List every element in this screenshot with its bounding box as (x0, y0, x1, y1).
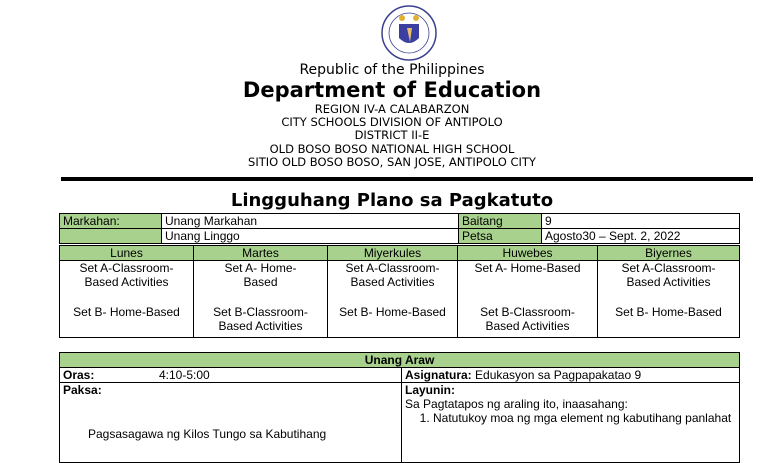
asignatura-value: Edukasyon sa Pagpapakatao 9 (475, 368, 642, 382)
day1-table (59, 352, 740, 463)
oras-label: Oras: (63, 368, 95, 382)
markahan-value: Unang Markahan (162, 214, 459, 229)
header-department: Department of Education (242, 78, 542, 102)
deped-seal-icon (376, 4, 442, 62)
header-region: REGION IV-A CALABARZON (314, 102, 470, 116)
paksa-value: Pagsasagawa ng Kilos Tungo sa Kabutihang (88, 427, 327, 441)
oras-cell (60, 368, 402, 383)
header-divider (61, 177, 753, 181)
baitang-value: 9 (542, 214, 740, 229)
layunin-cell (402, 383, 740, 463)
schedule-cell-lunes: Set A-Classroom-Based Activities Set B- Home-Based (60, 261, 194, 338)
oras-value: 4:10-5:00 (159, 368, 210, 382)
day-header-biyernes: Biyernes (598, 246, 740, 261)
schedule-cell-miyerkules: Set A-Classroom-Based Activities Set B- Home-Based (328, 261, 458, 338)
linggo-value: Unang Linggo (162, 229, 459, 244)
day-header-huwebes: Huwebes (458, 246, 598, 261)
info-table (59, 213, 740, 244)
day-header-martes: Martes (194, 246, 328, 261)
header-republic: Republic of the Philippines (299, 62, 485, 78)
asignatura-cell (402, 368, 740, 383)
petsa-value: Agosto30 – Sept. 2, 2022 (542, 229, 740, 244)
layunin-label: Layunin: (405, 383, 455, 397)
linggo-label (60, 229, 162, 244)
layunin-item: 1. Natutukoy moa ng mga element ng kabutihang panlahat (433, 411, 736, 425)
paksa-cell (60, 383, 402, 463)
baitang-label: Baitang (459, 214, 542, 229)
day-header-miyerkules: Miyerkules (328, 246, 458, 261)
header-school: OLD BOSO BOSO NATIONAL HIGH SCHOOL (269, 142, 515, 156)
layunin-intro: Sa Pagtatapos ng araling ito, inaasahang: (405, 397, 628, 411)
page-title: Lingguhang Plano sa Pagkatuto (230, 190, 554, 211)
header-address: SITIO OLD BOSO BOSO, SAN JOSE, ANTIPOLO CITY (248, 155, 536, 169)
day1-heading: Unang Araw (60, 353, 740, 368)
schedule-cell-biyernes: Set A-Classroom-Based Activities Set B- Home-Based (598, 261, 740, 338)
schedule-table (59, 245, 740, 338)
schedule-cell-martes: Set A- Home-Based Set B-Classroom-Based Activities (194, 261, 328, 338)
paksa-label: Paksa: (63, 383, 102, 397)
asignatura-label: Asignatura: (405, 368, 472, 382)
schedule-cell-huwebes: Set A- Home-Based Set B-Classroom-Based Activities (458, 261, 598, 338)
header-district: DISTRICT II-E (354, 128, 430, 142)
markahan-label: Markahan: (60, 214, 162, 229)
petsa-label: Petsa (459, 229, 542, 244)
header-division: CITY SCHOOLS DIVISION OF ANTIPOLO (281, 115, 503, 129)
day-header-lunes: Lunes (60, 246, 194, 261)
